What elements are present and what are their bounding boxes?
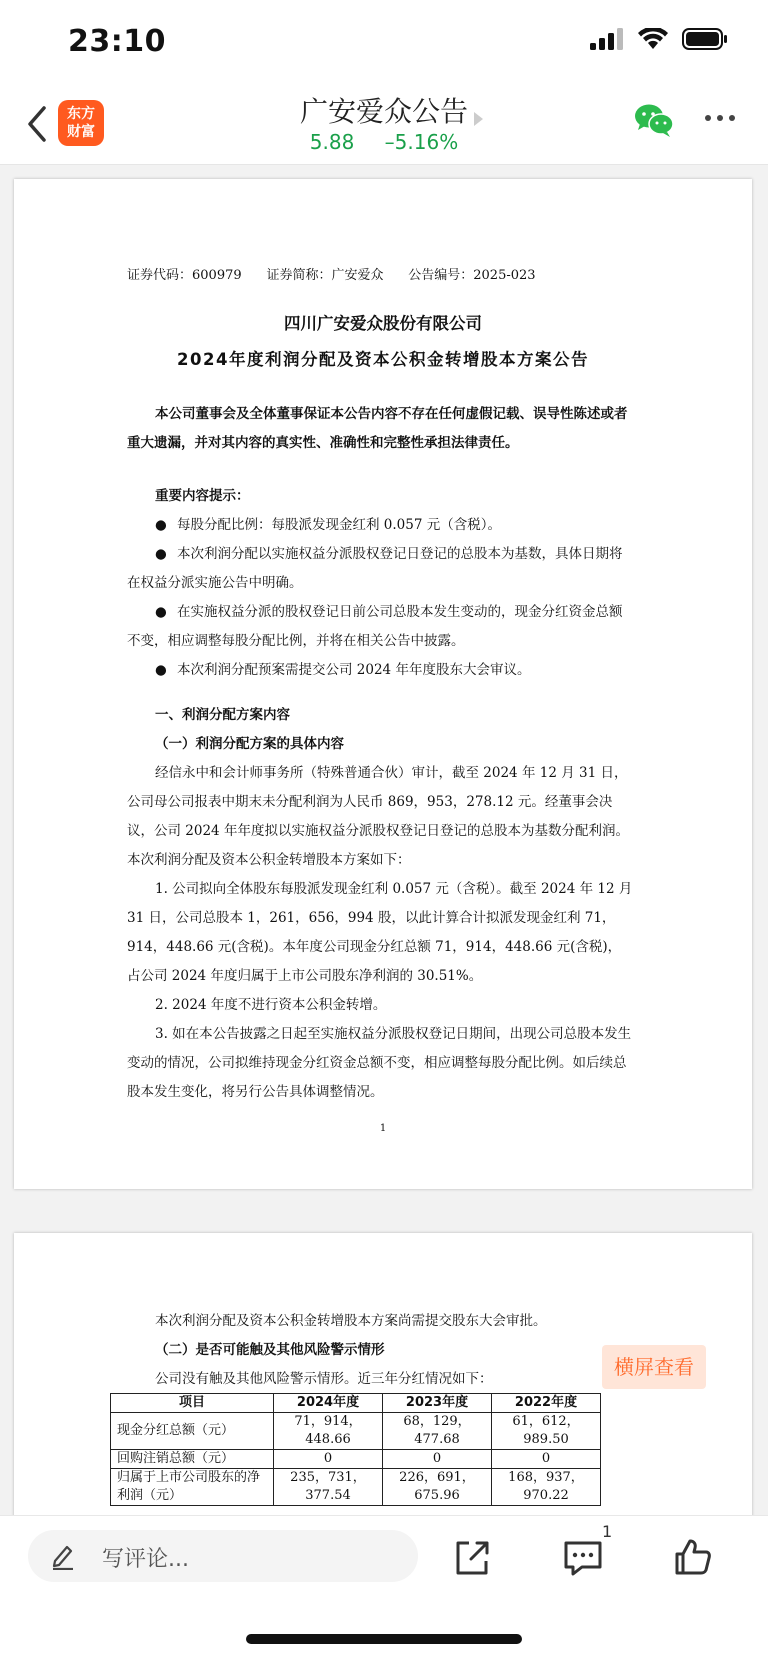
table-cell: 61，612，989.50 (492, 1413, 601, 1450)
table-cell: 现金分红总额（元） (111, 1413, 274, 1450)
table-cell: 235，731，377.54 (274, 1469, 383, 1506)
comment-count: 1 (602, 1522, 613, 1541)
logo-line-1: 东方 (67, 106, 95, 122)
share-icon[interactable] (452, 1538, 492, 1578)
table-cell: 0 (274, 1450, 383, 1469)
status-time: 23:10 (68, 24, 166, 59)
wifi-icon (638, 28, 668, 50)
bullet-item: ● 在实施权益分派的股权登记日前公司总股本发生变动的，现金分红资金总额不变，相应调整每股分配比例，并将在相关公告中披露。 (127, 604, 623, 649)
dividend-table (110, 1393, 601, 1506)
company-name: 四川广安爱众股份有限公司 (284, 314, 482, 333)
notice-title: 2024年度利润分配及资本公积金转增股本方案公告 (177, 350, 589, 369)
cellular-signal-icon (590, 28, 624, 50)
page-title[interactable]: 广安爱众公告 (299, 95, 468, 128)
table-header-row (111, 1394, 601, 1413)
table-row (111, 1413, 601, 1450)
section-1-block (127, 701, 633, 1107)
securities-code: 证券代码：600979 (127, 268, 242, 283)
page2-text-block (127, 1307, 633, 1394)
paragraph: 经信永中和会计师事务所（特殊普通合伙）审计，截至 2024 年 12 月 31 日，公司母公司报表中期末未分配利润为人民币 869，953，278.12 元。经董事会决议，公司 2024 年年度拟以实施权益分派股权登记日登记的总股本为基数分配利润。本次利润分配及资本公积金转增股本方案如下： (127, 765, 629, 868)
column-header: 2022年度 (492, 1394, 601, 1413)
table-cell: 71，914，448.66 (274, 1413, 383, 1450)
plan-item-3: 3. 如在本公告披露之日起至实施权益分派股权登记日期间，出现公司总股本发生变动的情况，公司拟维持现金分红资金总额不变，相应调整每股分配比例。如后续总股本发生变化，将另行公告具体调整情况。 (127, 1026, 632, 1100)
bullet-item: ● 本次利润分配以实施权益分派股权登记日登记的总股本为基数，具体日期将在权益分派实施公告中明确。 (127, 546, 623, 591)
table-cell: 0 (383, 1450, 492, 1469)
nav-bar (0, 84, 768, 165)
notice-number: 公告编号：2025-023 (408, 268, 536, 283)
comment-placeholder: 写评论... (102, 1547, 189, 1572)
status-icons (590, 28, 728, 50)
more-icon[interactable] (704, 112, 736, 124)
comment-input[interactable] (28, 1530, 418, 1582)
table-cell: 0 (492, 1450, 601, 1469)
table-cell: 226，691，675.96 (383, 1469, 492, 1506)
board-statement: 本公司董事会及全体董事保证本公告内容不存在任何虚假记载、误导性陈述或者重大遗漏，并对其内容的真实性、准确性和完整性承担法律责任。 (127, 406, 628, 451)
stock-change: –5.16% (384, 130, 459, 154)
column-header: 项目 (111, 1394, 274, 1413)
column-header: 2023年度 (383, 1394, 492, 1413)
landscape-view-button[interactable]: 横屏查看 (602, 1345, 706, 1389)
table-cell: 68，129，477.68 (383, 1413, 492, 1450)
doc-header-line (127, 261, 536, 290)
document-viewer[interactable] (0, 165, 768, 1515)
subsection-heading: （二）是否可能触及其他风险警示情形 (155, 1342, 385, 1358)
comments-icon[interactable] (562, 1538, 604, 1578)
column-header: 2024年度 (274, 1394, 383, 1413)
bullet-item: ● 每股分配比例：每股派发现金红利 0.057 元（含税）。 (155, 517, 501, 533)
pencil-icon (50, 1542, 76, 1570)
statement-block (127, 400, 633, 458)
tips-heading: 重要内容提示： (155, 488, 250, 504)
title-arrow-icon[interactable] (474, 112, 483, 126)
page-number: 1 (379, 1123, 387, 1134)
stock-price: 5.88 (309, 130, 355, 154)
status-bar (0, 0, 768, 84)
table-row (111, 1469, 601, 1506)
paragraph: 公司没有触及其他风险警示情形。近三年分红情况如下： (155, 1371, 493, 1387)
securities-short-name: 证券简称：广安爱众 (266, 268, 384, 283)
tips-block (127, 482, 633, 685)
home-indicator[interactable] (246, 1634, 522, 1644)
plan-item-2: 2. 2024 年度不进行资本公积金转增。 (155, 997, 387, 1013)
bullet-item: ● 本次利润分配预案需提交公司 2024 年年度股东大会审议。 (155, 662, 531, 678)
plan-item-1: 1. 公司拟向全体股东每股派发现金红利 0.057 元（含税）。截至 2024 年 12 月 31 日，公司总股本 1，261，656，994 股，以此计算合计拟派发现金红利 71，914，448.66 元(含税)。本年度公司现金分红总额 71，914，448.66 元(含税)，占公司 2024 年度归属于上市公司股东净利润的 30.51%。 (127, 881, 633, 984)
like-icon[interactable] (672, 1536, 714, 1578)
table-cell: 归属于上市公司股东的净利润（元） (111, 1469, 274, 1506)
table-cell: 168，937，970.22 (492, 1469, 601, 1506)
document-page-1 (14, 179, 752, 1189)
logo-line-2: 财富 (67, 124, 95, 140)
battery-icon (682, 28, 728, 50)
section-heading: 一、利润分配方案内容 (155, 707, 290, 723)
table-cell: 回购注销总额（元） (111, 1450, 274, 1469)
subsection-heading: （一）利润分配方案的具体内容 (155, 736, 344, 752)
paragraph: 本次利润分配及资本公积金转增股本方案尚需提交股东大会审批。 (155, 1313, 547, 1329)
table-row (111, 1450, 601, 1469)
wechat-share-icon[interactable] (634, 102, 674, 138)
